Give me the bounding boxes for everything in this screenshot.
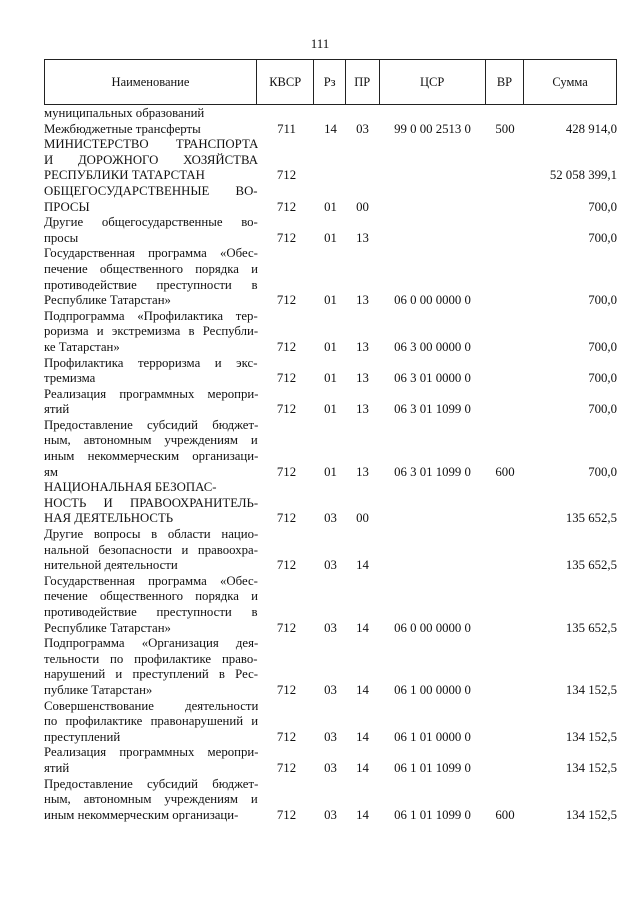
row-kvsr: 712 xyxy=(276,807,297,822)
row-name-line: РЕСПУБЛИКИ ТАТАРСТАН xyxy=(44,168,205,183)
table-row xyxy=(44,106,617,122)
row-name xyxy=(44,745,258,776)
row-rz: 03 xyxy=(324,511,337,526)
row-csr: 06 3 01 0000 0 xyxy=(394,371,471,386)
row-csr: 06 0 00 0000 0 xyxy=(394,620,471,635)
row-pr: 14 xyxy=(356,760,369,775)
row-kvsr: 712 xyxy=(276,402,297,417)
table-row xyxy=(44,184,617,215)
row-sum: 700,0 xyxy=(588,402,617,417)
row-name xyxy=(44,215,258,246)
row-rz: 01 xyxy=(324,339,337,354)
table-row xyxy=(44,480,617,527)
table-row xyxy=(44,418,617,480)
row-name-line: Профилактика терроризма и экс- xyxy=(44,355,258,370)
row-csr: 06 3 01 1099 0 xyxy=(394,464,471,479)
row-sum: 700,0 xyxy=(588,371,617,386)
row-pr: 13 xyxy=(356,293,369,308)
row-pr: 13 xyxy=(356,371,369,386)
row-name-line: тремизма xyxy=(44,371,96,386)
row-name-line: И ДОРОЖНОГО ХОЗЯЙСТВА xyxy=(44,152,258,167)
row-sum: 134 152,5 xyxy=(565,807,617,822)
row-name-line: Межбюджетные трансферты xyxy=(44,121,201,136)
row-sum: 700,0 xyxy=(588,464,617,479)
row-name-line: ПРОСЫ xyxy=(44,199,90,214)
header-kvsr: КВСР xyxy=(256,60,313,105)
row-sum: 52 058 399,1 xyxy=(549,168,617,183)
row-sum: 135 652,5 xyxy=(565,620,617,635)
row-rz: 01 xyxy=(324,464,337,479)
table-row xyxy=(44,574,617,636)
row-name-line: иным некоммерческим организаци- xyxy=(44,807,239,822)
table-row xyxy=(44,777,617,824)
table-row xyxy=(44,745,617,776)
header-name: Наименование xyxy=(45,60,257,105)
row-name-line: НАЦИОНАЛЬНАЯ БЕЗОПАС- xyxy=(44,480,217,495)
row-name-line: печение общественного порядка и xyxy=(44,589,258,604)
row-kvsr: 712 xyxy=(276,620,297,635)
table-row xyxy=(44,527,617,574)
row-name xyxy=(44,527,258,574)
row-name xyxy=(44,246,258,308)
row-csr: 06 1 00 0000 0 xyxy=(394,682,471,697)
row-name xyxy=(44,636,258,698)
table-row xyxy=(44,356,617,387)
row-name-line: НАЯ ДЕЯТЕЛЬНОСТЬ xyxy=(44,511,174,526)
row-kvsr: 712 xyxy=(276,511,297,526)
row-name xyxy=(44,387,258,418)
row-sum: 134 152,5 xyxy=(565,682,617,697)
row-name-line: Подпрограмма «Организация дея- xyxy=(44,636,258,651)
header-csr: ЦСР xyxy=(379,60,485,105)
row-sum: 135 652,5 xyxy=(565,558,617,573)
row-name-line: ке Татарстан» xyxy=(44,339,120,354)
row-name-line: по профилактике правонарушений и xyxy=(44,714,258,729)
row-rz: 01 xyxy=(324,371,337,386)
row-name-line: тельности по профилактике право- xyxy=(44,651,258,666)
row-name xyxy=(44,106,258,122)
row-rz: 03 xyxy=(324,558,337,573)
table-row xyxy=(44,215,617,246)
row-name-line: Подпрограмма «Профилактика тер- xyxy=(44,308,258,323)
row-name xyxy=(44,418,258,480)
row-pr: 14 xyxy=(356,558,369,573)
row-name-line: противодействие преступности в xyxy=(44,605,258,619)
row-pr: 14 xyxy=(356,807,369,822)
table-body xyxy=(44,106,617,823)
row-pr: 00 xyxy=(356,199,369,214)
row-sum: 134 152,5 xyxy=(565,760,617,775)
row-name xyxy=(44,699,258,746)
row-rz: 03 xyxy=(324,729,337,744)
row-name-line: Предоставление субсидий бюджет- xyxy=(44,417,258,432)
row-kvsr: 712 xyxy=(276,339,297,354)
row-rz: 14 xyxy=(324,121,337,136)
row-pr: 13 xyxy=(356,230,369,245)
row-sum: 428 914,0 xyxy=(565,121,617,136)
row-kvsr: 712 xyxy=(276,760,297,775)
row-name-line: нальной безопасности и правоохра- xyxy=(44,542,258,557)
row-name-line: НОСТЬ И ПРАВООХРАНИТЕЛЬ- xyxy=(44,495,258,510)
row-kvsr: 712 xyxy=(276,293,297,308)
row-rz: 03 xyxy=(324,682,337,697)
row-csr: 06 3 00 0000 0 xyxy=(394,339,471,354)
row-name xyxy=(44,356,258,387)
row-name-line: Реализация программных меропри- xyxy=(44,386,258,401)
row-name xyxy=(44,137,258,184)
table-row xyxy=(44,246,617,308)
row-csr: 99 0 00 2513 0 xyxy=(394,121,471,136)
row-name-line: противодействие преступности в xyxy=(44,277,258,292)
row-name-line: Совершенствование деятельности xyxy=(44,698,258,713)
row-csr: 06 3 01 1099 0 xyxy=(394,402,471,417)
row-name-line: ОБЩЕГОСУДАРСТВЕННЫЕ ВО- xyxy=(44,183,258,198)
row-kvsr: 712 xyxy=(276,729,297,744)
row-pr: 14 xyxy=(356,620,369,635)
table-row xyxy=(44,137,617,184)
row-name-line: МИНИСТЕРСТВО ТРАНСПОРТА xyxy=(44,137,258,152)
row-vr: 600 xyxy=(495,807,515,822)
row-sum: 135 652,5 xyxy=(565,511,617,526)
row-csr: 06 0 00 0000 0 xyxy=(394,293,471,308)
row-name-line: муниципальных образований xyxy=(44,106,205,120)
row-vr: 500 xyxy=(495,121,515,136)
row-rz: 03 xyxy=(324,760,337,775)
row-name-line: нарушений и преступлений в Рес- xyxy=(44,667,258,682)
header-rz: Рз xyxy=(314,60,346,105)
row-name-line: Предоставление субсидий бюджет- xyxy=(44,776,258,791)
row-name-line: публике Татарстан» xyxy=(44,682,153,697)
row-name xyxy=(44,574,258,636)
row-pr: 13 xyxy=(356,339,369,354)
row-name-line: Реализация программных меропри- xyxy=(44,745,258,760)
row-name xyxy=(44,122,258,138)
table-row xyxy=(44,387,617,418)
table-row xyxy=(44,309,617,356)
row-pr: 13 xyxy=(356,402,369,417)
row-pr: 13 xyxy=(356,464,369,479)
row-name-line: ным, автономным учреждениям и xyxy=(44,433,258,448)
row-csr: 06 1 01 1099 0 xyxy=(394,807,471,822)
table-row xyxy=(44,122,617,138)
row-name-line: просы xyxy=(44,230,79,245)
row-rz: 01 xyxy=(324,199,337,214)
row-kvsr: 712 xyxy=(276,682,297,697)
header-vr: ВР xyxy=(485,60,523,105)
row-pr: 00 xyxy=(356,511,369,526)
row-sum: 134 152,5 xyxy=(565,729,617,744)
row-name-line: ным, автономным учреждениям и xyxy=(44,792,258,807)
row-kvsr: 712 xyxy=(276,168,297,183)
row-name xyxy=(44,480,258,527)
header-pr: ПР xyxy=(345,60,379,105)
header-sum: Сумма xyxy=(524,60,617,105)
row-name-line: преступлений xyxy=(44,729,121,744)
row-name-line: Другие вопросы в области нацио- xyxy=(44,527,258,542)
row-rz: 01 xyxy=(324,230,337,245)
row-sum: 700,0 xyxy=(588,339,617,354)
row-csr: 06 1 01 0000 0 xyxy=(394,729,471,744)
row-kvsr: 712 xyxy=(276,464,297,479)
row-sum: 700,0 xyxy=(588,230,617,245)
row-name-line: печение общественного порядка и xyxy=(44,261,258,276)
row-kvsr: 712 xyxy=(276,199,297,214)
row-csr: 06 1 01 1099 0 xyxy=(394,760,471,775)
row-name-line: Государственная программа «Обес- xyxy=(44,246,258,261)
row-name-line: Республике Татарстан» xyxy=(44,620,171,635)
row-name-line: ятий xyxy=(44,760,70,775)
row-pr: 14 xyxy=(356,682,369,697)
row-name xyxy=(44,184,258,215)
row-name-line: иным некоммерческим организаци- xyxy=(44,449,258,464)
row-name xyxy=(44,777,258,824)
row-sum: 700,0 xyxy=(588,293,617,308)
row-name-line: ятий xyxy=(44,402,70,417)
row-kvsr: 712 xyxy=(276,558,297,573)
row-name-line: Республике Татарстан» xyxy=(44,293,171,308)
table-row xyxy=(44,699,617,746)
page-number: 111 xyxy=(310,36,330,51)
row-kvsr: 711 xyxy=(277,121,296,136)
row-name xyxy=(44,309,258,356)
table-header xyxy=(44,59,617,105)
row-rz: 01 xyxy=(324,402,337,417)
row-pr: 14 xyxy=(356,729,369,744)
table-row xyxy=(44,636,617,698)
row-name-line: Государственная программа «Обес- xyxy=(44,573,258,588)
row-rz: 01 xyxy=(324,293,337,308)
row-vr: 600 xyxy=(495,464,515,479)
row-name-line: роризма и экстремизма в Республи- xyxy=(44,324,258,339)
row-name-line: ям xyxy=(44,464,58,479)
row-rz: 03 xyxy=(324,807,337,822)
row-rz: 03 xyxy=(324,620,337,635)
row-sum: 700,0 xyxy=(588,199,617,214)
row-name-line: нительной деятельности xyxy=(44,558,178,573)
row-kvsr: 712 xyxy=(276,371,297,386)
row-pr: 03 xyxy=(356,121,369,136)
row-name-line: Другие общегосударственные во- xyxy=(44,215,258,230)
row-kvsr: 712 xyxy=(276,230,297,245)
